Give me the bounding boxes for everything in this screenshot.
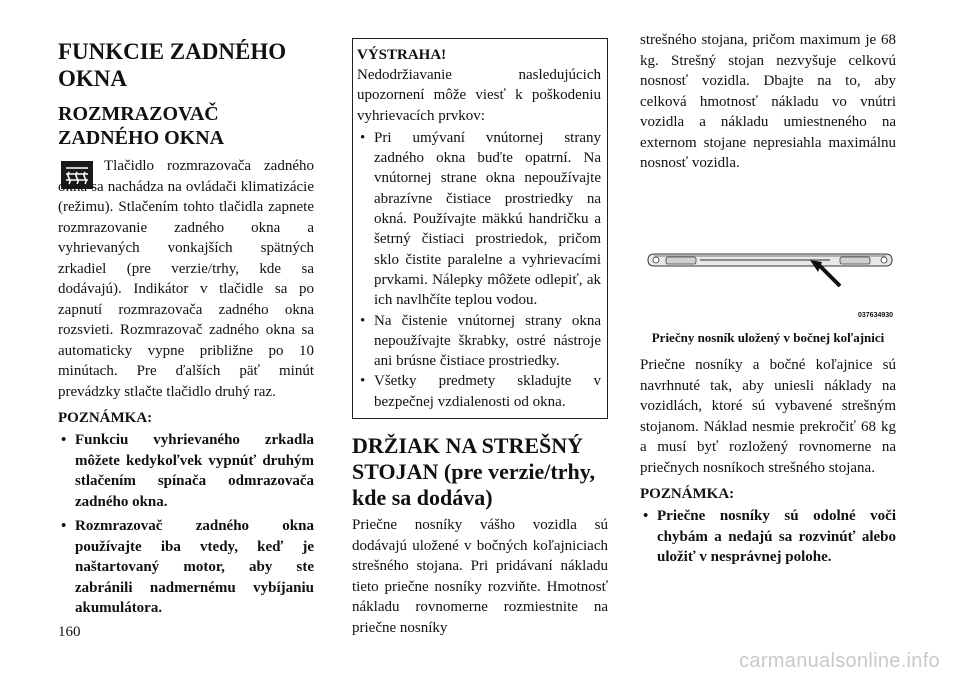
- roof-rack-crossbar-illustration: [640, 232, 896, 342]
- note-label: POZNÁMKA:: [58, 410, 153, 426]
- warning-item: • Na čistenie vnútornej strany okna nepoužívajte škrabky, ostré nástroje ani brúsne čistiace prostriedky.: [357, 311, 601, 372]
- warning-intro: Nedodržiavanie nasledujúcich upozornení môže viesť k poškodeniu vyhrievacích prvkov:: [357, 67, 601, 124]
- crossbar-paragraph: Priečne nosníky a bočné koľajnice sú navrhnuté tak, aby uniesli náklady na vozidlách, ktoré sú vybavené strešným stojanom. Náklad nesmie prekročiť 68 kg a musí byť rozložený rovnomerne na priečnych nosníkoch strešného stojana.: [640, 357, 896, 476]
- warning-item: • Všetky predmety skladujte v bezpečnej vzdialenosti od okna.: [357, 371, 601, 412]
- watermark: carmanualsonline.info: [739, 650, 940, 672]
- warning-list: [357, 128, 601, 412]
- column-middle: [352, 38, 608, 638]
- column-right-lower: [640, 355, 896, 572]
- note-item: • Funkciu vyhrievaného zrkadla môžete kedykoľvek vypnúť druhým stlačením spínača odmrazovača zadného okna.: [58, 430, 314, 512]
- defroster-intro-row: [58, 156, 314, 402]
- column-left: [58, 30, 314, 623]
- page-number: 160: [58, 624, 81, 640]
- section-title-roof-rack: DRŽIAK NA STREŠNÝ STOJAN (pre verzie/trhy, kde sa dodáva): [352, 433, 595, 511]
- column-right: [640, 30, 896, 174]
- section-title-defroster: ROZMRAZOVAČ ZADNÉHO OKNA: [58, 103, 225, 149]
- figure-caption: Priečny nosník uložený v bočnej koľajnici: [651, 330, 885, 345]
- roof-rack-text: Priečne nosníky vášho vozidla sú dodávajú uložené v bočných koľajniciach strešného stojana. Pri pridávaní nákladu tieto priečne nosníky rozviňte. Hmotnosť nákladu rovnomerne rozmiestnite na priečne nosníky: [352, 517, 608, 636]
- note-list-right: [640, 506, 896, 568]
- warning-item: • Pri umývaní vnútornej strany zadného okna buďte opatrní. Na vnútornej strane okna nepoužívajte abrazívne čistiace prostriedky na okná. Používajte mäkkú handričku a šetrný čistiaci prostriedok, pričom sklo čistite paralelne a vyhrievacími prvkami. Nálepky môžete odlepiť, ak ich navlhčíte teplou vodou.: [357, 128, 601, 311]
- note-label-right: POZNÁMKA:: [640, 486, 735, 502]
- roof-rack-text-continued: strešného stojana, pričom maximum je 68 kg. Strešný stojan nezvyšuje celkovú nosnosť vozidla. Dbajte na to, aby celková hmotnosť nákladu vo vnútri vozidla a nákladu umiestneného na externom stojane nepresiahla maximálnu nosnosť vozidla.: [640, 32, 896, 171]
- note-item: • Rozmrazovač zadného okna používajte iba vtedy, keď je naštartovaný motor, aby ste zabránili nadmernému vybíjaniu akumulátora.: [58, 516, 314, 619]
- warning-title: VÝSTRAHA!: [357, 47, 447, 63]
- warning-box: [352, 38, 608, 419]
- defroster-intro-head: [58, 156, 314, 402]
- note-list: [58, 430, 314, 619]
- page-title: FUNKCIE ZADNÉHO OKNA: [58, 39, 287, 91]
- defroster-intro-text: Tlačidlo rozmrazovača zadného okna sa nachádza na ovládači klimatizácie (režimu). Stlačením tohto tlačidla zapnete rozmrazovanie zadného okna a vyhrievaných vonkajších spätných zrkadiel (pre verzie/trhy, kde sa dodávajú). Indikátor v tlačidle sa po zapnutí rozmrazovača zadného okna rozsvieti. Rozmrazovač zadného okna sa automaticky vypne približne po 10 minútach. Pre ďalších päť minút prevádzky stlačte tlačidlo druhý raz.: [58, 158, 314, 400]
- figure-code: 037634930: [858, 312, 894, 319]
- note-item: • Priečne nosníky sú odolné voči chybám a nedajú sa rozvinúť alebo uložiť v nesprávnej polohe.: [640, 506, 896, 568]
